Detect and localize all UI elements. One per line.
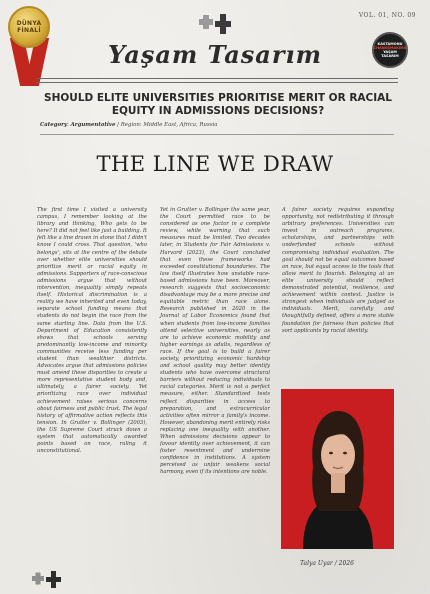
column-1-text: The first time I visited a university campus, I remember looking at the library and thinking, Who gets to be here? It did not feel like just a building. It felt like a line drawn in stone that I didn't know I could cross. That question, 'who belongs', sits at the centre of the debate over whether elite universities should prioritize merit or racial equity in admissions. Supporters of race-conscious admissions argue that without intervention, inequality simply repeats itself. Historical discrimination is a reality we have inherited and even today, separate school funding means that students do not begin the race from the same starting line. Data from the U.S. Department of Education consistently shows that schools serving predominantly low-income and minority communities receive less funding per student than wealthier districts. Advocates argue that admissions policies must amend these disparities to create a more representative student body and, ultimately, a fairer society. Yet prioritizing race over individual achievement raises serious concerns about fairness and public trust. The legal history of affirmative action reflects this tension. In Grutter v. Bollinger (2003), the US Supreme Court struck down a system that automatically awarded points based on race, ruling it unconstitutional. — [37, 207, 148, 455]
article-column-3 — [282, 207, 394, 335]
badge-line1: KASTAMONU — [377, 42, 403, 46]
column-3-text: A fairer society requires expanding opportunity, not redistributing it through arbitrary preferences. Universities can invest in outreach programs, scholarships, and partnerships with underfunded schools without compromising individual evaluation. The goal should not be equal outcomes based on race, but equal access to the tools that allow merit to flourish. Belonging at an elite university should reflect demonstrated potential, resilience, and achievement within context. Justice is strongest when individuals are judged as individuals. Merit, carefully and thoughtfully defined, offers a more stable foundation for fairness than policies that sort applicants by racial identity. — [282, 207, 394, 334]
article-question-headline: SHOULD ELITE UNIVERSITIES PRIORITISE MERIT OR RACIAL EQUITY IN ADMISSIONS DECISIONS? — [44, 92, 392, 117]
category-value: Argumentative — [70, 122, 116, 128]
photo-caption: Talya Uyar / 2026 — [300, 560, 354, 567]
article-column-1 — [37, 207, 147, 455]
changemakers-badge-icon — [372, 32, 408, 68]
author-portrait-illustration — [281, 389, 394, 549]
bottom-brand-logo-icon — [30, 568, 64, 590]
region-label: Region — [120, 122, 140, 128]
article-category: Category: Argumentative / Region: Middle East, Africa, Russia — [40, 122, 218, 128]
brand-logo-icon — [196, 10, 234, 36]
masthead-rule-top — [36, 78, 398, 79]
region-value: Middle East, Africa, Russia — [143, 122, 218, 128]
masthead-rule-bottom — [36, 82, 398, 83]
category-label: Category — [40, 122, 68, 128]
category-rule — [40, 134, 394, 135]
column-2-text: Yet in Grutter v. Bollinger the same year, the Court permitted race to be considered as one factor in a complete review, while warning that such measures must be limited. Two decades later, in Students for Fair Admissions v. Harvard (2023), the Court concluded that even these frameworks had exceeded constitutional boundaries. The law itself illustrates how unstable race-based admissions have been. Moreover, research suggests that socioeconomic disadvantage may be a more precise and equitable metric than race alone. Research published in 2020 in the Journal of Labor Economics found that when students from low-income families attend selective universities, nearly as are to achieve economic mobility and higher earnings as adults, regardless of race. If the goal is to build a fairer society, prioritizing economic hardship and school quality may better identify students who have overcome structural barriers without reducing individuals to racial categories. Merit is not a perfect measure, either. Standardized tests reflect disparities in access to preparation, and extracurricular activities often mirror a family's income. However, abandoning merit entirely risks replacing one inequality with another. When admissions decisions appear to favour identity over achievement, it can foster resentment and undermine confidence in institutions. A system perceived as unfair weakens social harmony, even if its intentions are noble. — [160, 207, 270, 476]
article-title: THE LINE WE DRAW — [96, 152, 334, 176]
medal-line2: FİNALİ — [17, 27, 41, 34]
medal-line1: DÜNYA — [16, 20, 42, 27]
badge-line3: YAŞAM TASARIM — [381, 50, 399, 58]
article-column-2 — [160, 207, 270, 477]
issue-number: VOL. 01, NO. 09 — [358, 12, 416, 19]
author-photo — [281, 389, 394, 549]
badge-line2: CHANGEMAKERS — [373, 46, 407, 50]
masthead-title: Yaşam Tasarım — [108, 40, 322, 69]
